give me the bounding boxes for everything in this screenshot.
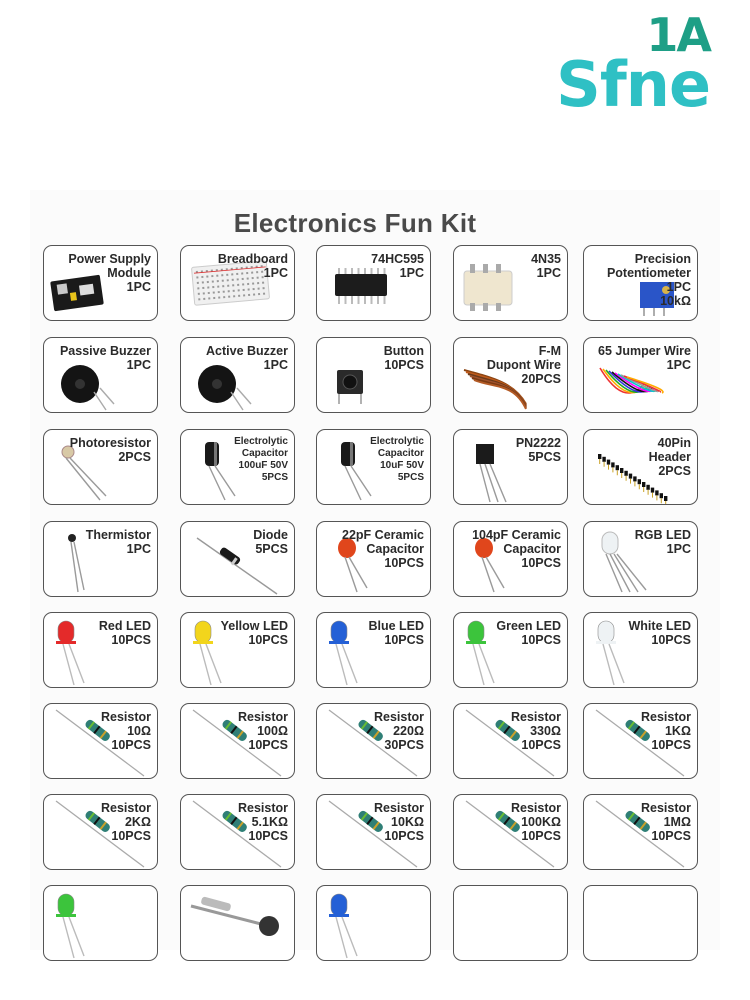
component-card [43,429,158,505]
component-label [511,710,561,752]
component-label-line: 2PCS [118,450,151,464]
component-card [453,794,568,870]
component-card [180,337,295,413]
component-card [316,794,431,870]
component-label-line: Passive Buzzer [59,344,151,358]
component-label-line: Red LED [98,619,151,633]
component-label-line: 1KΩ [664,724,691,738]
component-label-line: White LED [628,619,691,633]
component-label [635,528,691,556]
component-label-line: 5.1KΩ [251,815,288,829]
component-label-line: 10PCS [521,633,561,647]
blank-icon [584,886,698,961]
component-label-line: 4N35 [531,252,561,266]
blue-led-icon [317,886,431,961]
component-card [583,885,698,961]
component-card [43,245,158,321]
component-card [453,612,568,688]
component-label-line: Dupont Wire [486,358,561,372]
component-label [70,436,151,464]
component-card [316,337,431,413]
component-row [43,245,718,323]
component-label-line: Capacitor [377,448,424,459]
component-label-line: 10PCS [384,633,424,647]
component-row [43,337,718,415]
component-row [43,794,718,872]
component-label [374,801,424,843]
component-label-line: 1PC [666,280,691,294]
component-row [43,703,718,781]
component-label-line: 2KΩ [124,815,151,829]
component-label-line: Resistor [640,801,691,815]
component-card [583,521,698,597]
component-card [583,612,698,688]
component-label-line: 1PC [126,542,151,556]
component-card [583,337,698,413]
component-label-line: 10uF 50V [380,460,424,471]
component-label-line: 10PCS [248,829,288,843]
component-label-line: Capacitor [241,448,288,459]
component-label-line: Precision [634,252,691,266]
component-card [453,429,568,505]
component-label-line: 22pF Ceramic [342,528,424,542]
component-card [583,245,698,321]
component-label-line: 1PC [263,358,288,372]
component-label [218,252,288,280]
component-label-line: Blue LED [368,619,424,633]
component-row [43,429,718,507]
component-label-line: Thermistor [85,528,151,542]
component-card [180,612,295,688]
component-label [384,344,424,372]
component-card [316,885,431,961]
component-card [453,885,568,961]
component-label [649,436,691,478]
component-label [99,619,151,647]
component-label [641,801,691,843]
component-label-line: 10PCS [521,738,561,752]
component-label [253,528,288,556]
component-label [206,344,288,372]
component-label-line: 2PCS [658,464,691,478]
component-card [453,337,568,413]
component-label [234,436,288,484]
component-label [86,528,151,556]
component-label-line: 100KΩ [521,815,561,829]
component-label-line: 20PCS [521,372,561,386]
component-label-line: 30PCS [384,738,424,752]
component-label-line: Power Supply [68,252,151,266]
component-card [453,703,568,779]
component-label-line: 104pF Ceramic [472,528,561,542]
component-label-line: Button [383,344,424,358]
component-label-line: 1PC [126,358,151,372]
kit-title: Electronics Fun Kit [233,208,477,238]
component-card [316,521,431,597]
component-label [60,344,151,372]
component-label-line: 1PC [536,266,561,280]
component-label-line: 10PCS [651,829,691,843]
component-label-line: 330Ω [530,724,561,738]
component-label-line: 10PCS [111,829,151,843]
component-label-line: 10PCS [248,738,288,752]
component-label-line: 1PC [263,266,288,280]
component-label-line: Yellow LED [220,619,288,633]
component-label-line: 10PCS [651,633,691,647]
component-label-line: Capacitor [366,542,424,556]
component-label-line: 1MΩ [663,815,691,829]
component-label-line: RGB LED [634,528,691,542]
component-card [180,885,295,961]
component-card [180,521,295,597]
component-label [370,436,424,484]
component-label-line: 5PCS [397,472,424,483]
component-label-line: 5PCS [528,450,561,464]
component-label-line: Potentiometer [606,266,691,280]
component-label-line: Resistor [640,710,691,724]
component-label [101,710,151,752]
component-label-line: 10PCS [384,829,424,843]
component-label [496,619,561,647]
component-label [598,344,691,372]
component-label [516,436,561,464]
component-label-line: 5PCS [255,542,288,556]
component-label-line: 40Pin [657,436,691,450]
component-label-line: Green LED [496,619,561,633]
brand-logo [510,8,710,123]
component-card [180,794,295,870]
component-label [607,252,691,308]
component-card [43,703,158,779]
component-label-line: Module [107,266,151,280]
component-label [101,801,151,843]
component-label-line: 5PCS [261,472,288,483]
component-row [43,521,718,599]
component-label [221,619,288,647]
component-card [180,245,295,321]
component-label-line: 10Ω [127,724,151,738]
component-label-line: Electrolytic [370,436,424,447]
component-label-line: Resistor [373,801,424,815]
component-card [180,703,295,779]
component-card [453,245,568,321]
component-label-line: 10KΩ [391,815,424,829]
component-card [43,612,158,688]
component-label-line: 74HC595 [371,252,424,266]
component-label [68,252,151,294]
component-card [583,794,698,870]
component-card [43,885,158,961]
component-label-line: 10PCS [384,556,424,570]
component-label-line: Header [648,450,691,464]
component-card [453,521,568,597]
component-label-line: Resistor [510,710,561,724]
component-label [487,344,561,386]
component-label-line: Resistor [100,710,151,724]
component-label [374,710,424,752]
component-label [531,252,561,280]
component-label-line: Resistor [237,801,288,815]
component-label-line: Photoresistor [69,436,151,450]
component-label-line: 220Ω [393,724,424,738]
component-label-line: 100uF 50V [238,460,288,471]
component-label [371,252,424,280]
component-label-line: 10PCS [111,633,151,647]
component-label-line: Breadboard [217,252,288,266]
component-card [180,429,295,505]
component-label [629,619,692,647]
component-label-line: Resistor [100,801,151,815]
component-label [342,528,424,570]
component-label [238,801,288,843]
component-label-line: Active Buzzer [206,344,288,358]
component-card [43,337,158,413]
component-card [316,429,431,505]
component-card [583,429,698,505]
component-row [43,885,718,963]
component-label-line: Resistor [237,710,288,724]
component-label-line: PN2222 [515,436,561,450]
component-label-line: Resistor [373,710,424,724]
component-card [316,612,431,688]
component-label-line: 10PCS [651,738,691,752]
component-card [316,245,431,321]
component-label-line: 10PCS [384,358,424,372]
component-label-line: 1PC [666,542,691,556]
component-card [43,794,158,870]
component-label [472,528,561,570]
component-label-line: Diode [253,528,288,542]
component-label-line: 100Ω [257,724,288,738]
component-label-line: 10PCS [111,738,151,752]
component-label-line: 65 Jumper Wire [598,344,691,358]
component-label [511,801,561,843]
component-card [43,521,158,597]
component-label-line: 10PCS [248,633,288,647]
brand-logo-word: Sfne [556,48,710,121]
component-label-line: 1PC [399,266,424,280]
component-card [316,703,431,779]
component-label [641,710,691,752]
component-label [238,710,288,752]
green-led-icon [44,886,158,961]
component-label-line: 10PCS [521,829,561,843]
component-label-line: Electrolytic [234,436,288,447]
component-row [43,612,718,690]
component-label-line: Resistor [510,801,561,815]
component-label-line: 10kΩ [660,294,691,308]
component-label-line: 10PCS [521,556,561,570]
component-label-line: 1PC [126,280,151,294]
component-label-line: F-M [538,344,561,358]
tool-icon [181,886,295,961]
brand-logo-top: 1A [646,8,710,62]
component-label-line: Capacitor [503,542,561,556]
blank-icon [454,886,568,961]
component-label [368,619,424,647]
component-label-line: 1PC [666,358,691,372]
component-card [583,703,698,779]
